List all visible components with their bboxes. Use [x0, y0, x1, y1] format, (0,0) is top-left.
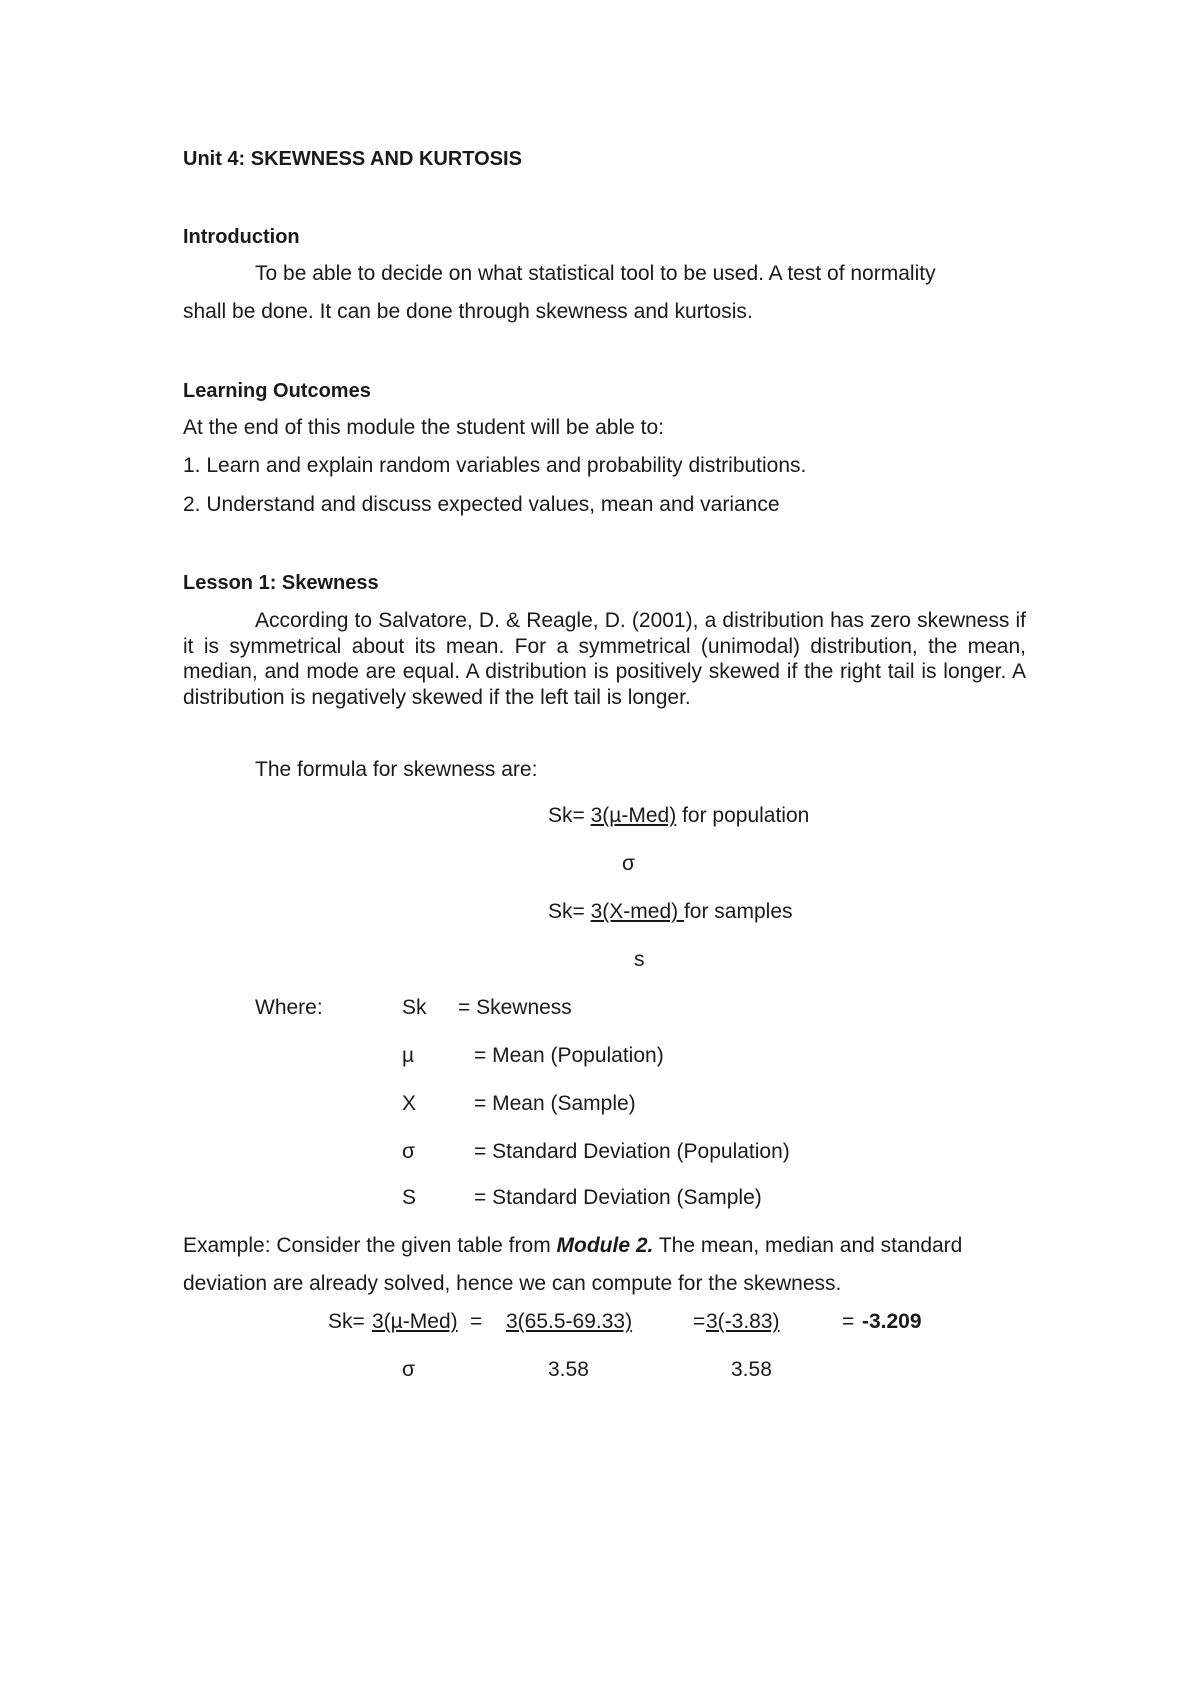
learning-outcome-item-2: 2. Understand and discuss expected values, mean and variance	[183, 493, 780, 516]
formula-population	[548, 804, 809, 828]
introduction-text-1: To be able to decide on what statistical tool to be used. A test of normality	[255, 262, 936, 285]
introduction-line-1	[183, 262, 1026, 286]
legend-definition-sigma: = Standard Deviation (Population)	[474, 1140, 790, 1163]
calc-result: -3.209	[862, 1310, 922, 1333]
formula-intro: The formula for skewness are:	[255, 758, 538, 781]
legend-definition-s: = Standard Deviation (Sample)	[474, 1186, 762, 1209]
calc-equals-2: =	[693, 1310, 706, 1333]
formula-population-numerator: 3(µ-Med)	[590, 804, 677, 827]
calc-prefix: Sk=	[328, 1310, 365, 1333]
formula-population-suffix: for population	[676, 804, 810, 827]
formula-sample-denominator: s	[634, 948, 645, 971]
example-line-1	[183, 1234, 962, 1258]
formula-sample-numerator: 3(X-med)	[590, 900, 684, 923]
lesson1-paragraph	[183, 608, 1026, 710]
calc-numerator-2: 3(65.5-69.33)	[506, 1310, 633, 1333]
example-module-ref: Module 2.	[556, 1234, 654, 1257]
where-label: Where:	[255, 996, 323, 1019]
learning-outcomes-lead: At the end of this module the student will be able to:	[183, 416, 664, 439]
calc-numerator-1: 3(µ-Med)	[372, 1310, 458, 1333]
calc-equals-1: =	[470, 1310, 483, 1333]
lesson1-paragraph-text: According to Salvatore, D. & Reagle, D. (2001), a distribution has zero skewness if it is symmetrical about its mean. For a symmetrical (unimodal) distribution, the mean, median, and mode are equal. A distribution is positively skewed if the right tail is longer. A distribution is negatively skewed if the left tail is longer.	[183, 609, 1026, 709]
legend-symbol-mu: µ	[402, 1044, 415, 1067]
calc-denominator-1: σ	[402, 1358, 415, 1381]
unit-title: Unit 4: SKEWNESS AND KURTOSIS	[183, 148, 522, 170]
calc-denominator-2: 3.58	[548, 1358, 589, 1381]
example-line-1-pre: Example: Consider the given table from	[183, 1234, 557, 1257]
formula-population-denominator: σ	[622, 852, 635, 875]
example-line-1-post: The mean, median and standard	[653, 1234, 963, 1257]
formula-sample-suffix: for samples	[683, 900, 793, 923]
introduction-line-2: shall be done. It can be done through skewness and kurtosis.	[183, 300, 753, 323]
lesson1-heading: Lesson 1: Skewness	[183, 572, 379, 594]
legend-symbol-sk: Sk	[402, 996, 427, 1019]
calc-denominator-3: 3.58	[731, 1358, 772, 1381]
learning-outcome-item-1: 1. Learn and explain random variables and probability distributions.	[183, 454, 807, 477]
legend-symbol-sigma: σ	[402, 1140, 415, 1163]
legend-symbol-x: X	[402, 1092, 417, 1115]
legend-definition-sk: = Skewness	[458, 996, 572, 1019]
legend-definition-mu: = Mean (Population)	[474, 1044, 664, 1067]
calc-equals-3: =	[842, 1310, 855, 1333]
calc-numerator-3: 3(-3.83)	[706, 1310, 780, 1333]
formula-population-prefix: Sk=	[548, 804, 591, 827]
example-line-2: deviation are already solved, hence we can compute for the skewness.	[183, 1272, 842, 1295]
learning-outcomes-heading: Learning Outcomes	[183, 380, 371, 402]
formula-sample	[548, 900, 793, 924]
formula-sample-prefix: Sk=	[548, 900, 591, 923]
legend-definition-x: = Mean (Sample)	[474, 1092, 636, 1115]
introduction-heading: Introduction	[183, 226, 300, 248]
legend-symbol-s: S	[402, 1186, 417, 1209]
